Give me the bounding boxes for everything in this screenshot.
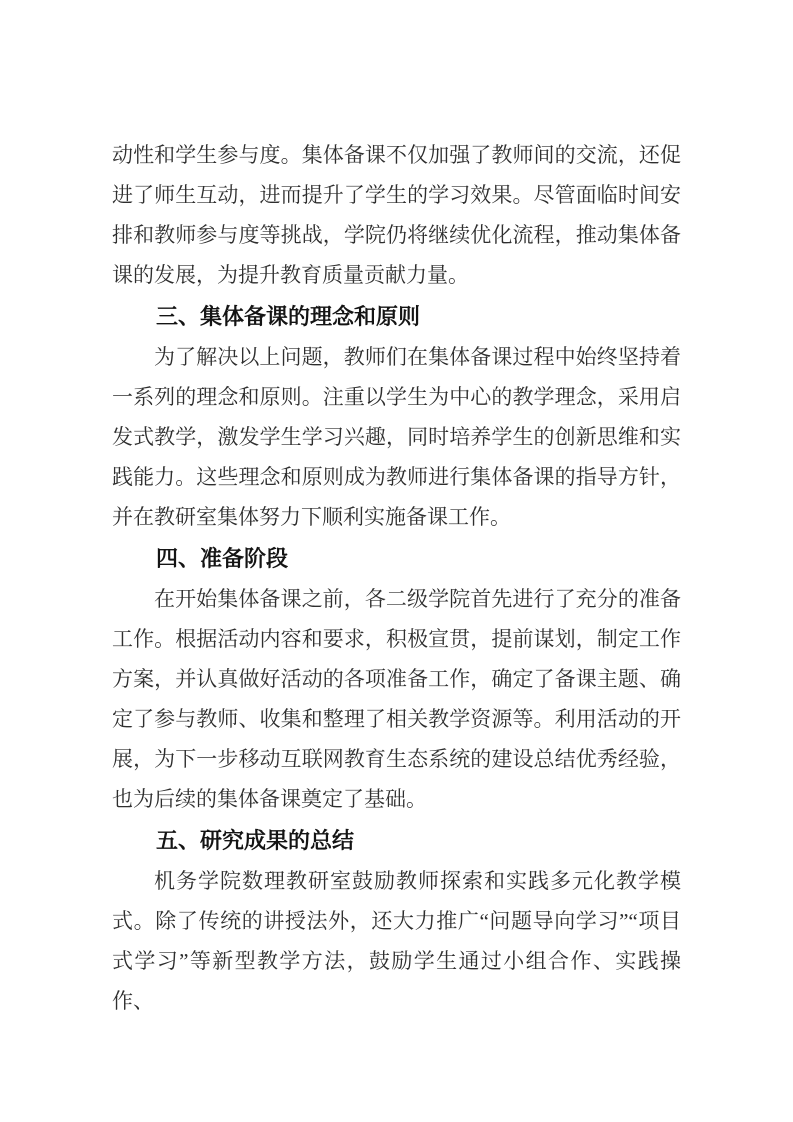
paragraph-continuation: 动性和学生参与度。集体备课不仅加强了教师间的交流，还促进了师生互动，进而提升了学生的学习效果。尽管面临时间安排和教师参与度等挑战，学院仍将继续优化流程，推动集体备课的发展，为提升教育质量贡献力量。 (112, 143, 681, 287)
paragraph-section-3: 为了解决以上问题，教师们在集体备课过程中始终坚持着一系列的理念和原则。注重以学生为中心的教学理念，采用启发式教学，激发学生学习兴趣，同时培养学生的创新思维和实践能力。这些理念和原则成为教师进行集体备课的指导方针，并在教研室集体努力下顺利实施备课工作。 (112, 345, 681, 529)
paragraph-section-4: 在开始集体备课之前，各二级学院首先进行了充分的准备工作。根据活动内容和要求，积极宣贯，提前谋划，制定工作方案，并认真做好活动的各项准备工作，确定了备课主题、确定了参与教师、收集和整理了相关教学资源等。利用活动的开展，为下一步移动互联网教育生态系统的建设总结优秀经验，也为后续的集体备课奠定了基础。 (112, 587, 681, 811)
section-heading-3: 三、集体备课的理念和原则 (156, 304, 421, 329)
section-heading-4: 四、准备阶段 (156, 546, 289, 571)
section-heading-5: 五、研究成果的总结 (156, 828, 355, 853)
paragraph-section-5: 机务学院数理教研室鼓励教师探索和实践多元化教学模式。除了传统的讲授法外，还大力推广“问题导向学习”“项目式学习”等新型教学方法，鼓励学生通过小组合作、实践操作、 (112, 869, 681, 1013)
